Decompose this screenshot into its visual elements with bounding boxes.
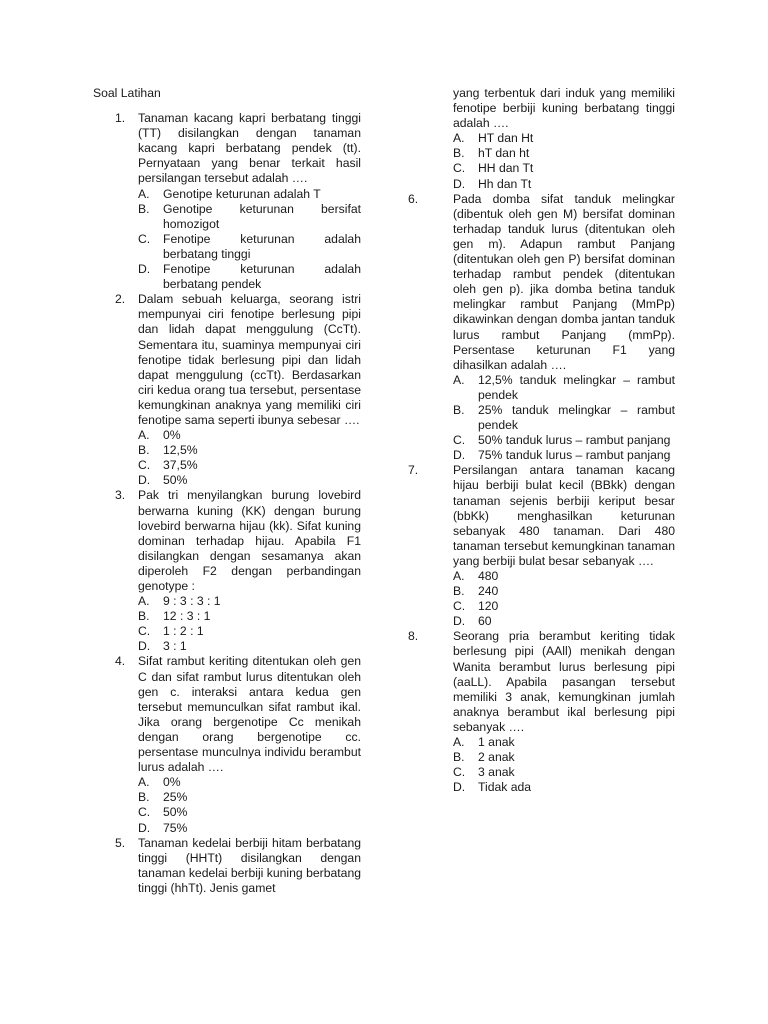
option-label: C. [138,805,151,820]
option-label: D. [453,448,466,463]
option-text: 60 [478,614,492,629]
option-label: D. [453,614,466,629]
option-text: 50% [163,805,188,820]
option-list [453,569,675,629]
option-text: 37,5% [163,458,198,473]
question-text: Pak tri menyilangkan burung lovebird berwarna kuning (KK) dengan burung lovebird berwarna hijau (kk). Sifat kuning dominan terhadap hijau. Apabila F1 disilangkan dengan sesamanya akan diperoleh F2 dengan perbandingan genotype : [138,488,361,593]
option-text: HT dan Ht [478,131,534,146]
question-text: Tanaman kacang kapri berbatang tinggi (TT) disilangkan dengan tanaman kacang kapri berbatang pendek (tt). Pernyataan yang benar terkait hasil persilangan tersebut adalah …. [138,111,361,186]
option-label: A. [453,735,465,750]
option-a [138,187,361,202]
option-text: Hh dan Tt [478,176,532,191]
option-label: B. [453,402,465,417]
option-d [138,639,361,654]
option-c [138,805,361,820]
question-3 [93,488,361,654]
option-b [138,790,361,805]
option-text: 12,5% tanduk melingkar – rambut pendek [478,372,675,402]
option-c [453,599,675,614]
option-d [453,448,675,463]
question-number: 5. [115,835,126,850]
option-list [138,428,361,488]
option-label: B. [453,750,465,765]
option-label: A. [138,428,150,443]
left-column [93,86,361,896]
option-d [138,262,361,292]
option-label: B. [138,790,150,805]
option-a [138,775,361,790]
question-text: Persilangan antara tanaman kacang hijau berbiji bulat kecil (BBkk) dengan tanaman sejenis berbiji keriput besar (bbKk) menghasilkan keturunan sebanyak 480 tanaman. Dari 480 tanaman tersebut kemungkinan tanaman yang berbiji bulat besar sebanyak …. [453,463,675,568]
option-c [453,433,675,448]
option-text: 480 [478,569,499,583]
question-number: 7. [408,463,419,478]
option-label: C. [453,161,466,176]
option-label: A. [138,775,150,790]
option-d [453,614,675,629]
option-list [453,373,675,464]
option-text: Fenotipe keturunan adalah berbatang tinggi [163,231,361,261]
option-label: A. [453,569,465,583]
question-5-option-list [428,131,675,191]
option-text: 75% tanduk lurus – rambut panjang [478,448,671,463]
option-text: Tidak ada [478,780,532,795]
question-number: 8. [408,629,419,644]
option-text: 75% [163,820,188,835]
option-text: Genotipe keturunan bersifat homozigot [163,201,361,231]
question-4 [93,654,361,835]
question-number: 3. [115,488,126,503]
option-label: A. [138,186,150,201]
question-1 [93,111,361,292]
question-number: 4. [115,654,126,669]
question-6 [408,192,675,464]
option-d [138,821,361,836]
option-c [453,161,675,176]
question-text: Tanaman kedelai berbiji hitam berbatang tinggi (HHTt) disilangkan dengan tanaman kedelai berbiji kuning berbatang tinggi (hhTt). Jenis gamet [138,835,361,895]
option-text: Genotipe keturunan adalah T [163,186,321,201]
option-text: Fenotipe keturunan adalah berbatang pendek [163,262,361,292]
option-text: 25% tanduk melingkar – rambut pendek [478,402,675,433]
option-text: 2 anak [478,750,515,765]
option-label: C. [138,458,151,473]
option-d [453,780,675,795]
option-label: D. [453,176,466,191]
option-label: A. [453,131,465,146]
option-text: 3 anak [478,765,515,780]
option-text: 0% [163,428,181,443]
question-text: Seorang pria berambut keriting tidak berlesung pipi (AAll) menikah dengan Wanita berambut lurus berlesung pipi (aaLL). Apabila pasangan tersebut memiliki 3 anak, kemungkinan jumlah anaknya berambut ikal berlesung pipi sebanyak …. [453,629,675,734]
question-number: 1. [115,111,126,126]
option-a [453,373,675,403]
option-text: 25% [163,790,188,805]
question-5-continuation: yang terbentuk dari induk yang memiliki fenotipe berbiji kuning berbatang tinggi adalah …. [453,86,675,131]
option-label: D. [453,780,466,795]
question-text: Pada domba sifat tanduk melingkar (dibentuk oleh gen M) bersifat dominan terhadap tanduk lurus (ditentukan oleh gen m). Adapun rambut Panjang (ditentukan oleh gen P) bersifat dominan terhadap rambut pendek (ditentukan oleh gen p). jika domba betina tanduk melingkar rambut Panjang (MmPp) dikawinkan dengan domba jantan tanduk lurus rambut Panjang (mmPp). Persentase keturunan F1 yang dihasilkan adalah …. [453,191,675,372]
right-column [408,86,675,795]
question-number: 6. [408,191,419,206]
option-label: D. [138,639,151,654]
option-text: 50% tanduk lurus – rambut panjang [478,433,671,448]
option-text: 1 anak [478,735,515,750]
option-list [138,775,361,835]
option-text: 50% [163,473,188,488]
question-text: Dalam sebuah keluarga, seorang istri mempunyai ciri fenotipe berlesung pipi dan lidah dapat menggulung (CcTt). Sementara itu, suaminya mempunyai ciri fenotipe tidak berlesung pipi dan lidah dapat menggulung (ccTt). Berdasarkan ciri kedua orang tua tersebut, persentase kemungkinan anaknya yang memiliki ciri fenotipe sama seperti ibunya sebesar …. [138,292,361,427]
option-label: B. [138,609,150,624]
question-number: 2. [115,292,126,307]
option-b [453,146,675,161]
option-d [138,473,361,488]
option-b [138,443,361,458]
option-label: C. [453,765,466,780]
option-text: 1 : 2 : 1 [163,624,204,639]
option-label: C. [453,433,466,448]
question-2 [93,292,361,488]
option-label: C. [453,599,466,614]
option-a [453,735,675,750]
option-a [453,569,675,584]
option-text: 0% [163,775,181,790]
page-title: Soal Latihan [93,86,161,100]
option-label: B. [453,146,465,161]
option-list [138,594,361,654]
option-c [138,232,361,262]
question-text: Sifat rambut keriting ditentukan oleh gen C dan sifat rambut lurus ditentukan oleh gen c. interaksi antara kedua gen tersebut memunculkan sifat rambut ikal. Jika orang bergenotipe Cc menikah dengan orang bergenotipe cc. persentase munculnya individu berambut lurus adalah …. [138,654,361,775]
option-label: D. [138,473,151,488]
option-a [138,428,361,443]
option-text: 9 : 3 : 3 : 1 [163,594,221,609]
option-c [138,458,361,473]
question-7 [408,463,675,629]
option-label: D. [138,262,151,277]
option-text: hT dan ht [478,146,530,161]
option-d [453,177,675,192]
option-label: B. [453,584,465,599]
option-a [138,594,361,609]
option-text: 240 [478,584,499,599]
option-b [453,403,675,433]
option-c [138,624,361,639]
option-text: 12,5% [163,443,198,458]
option-b [138,202,361,232]
option-text: 120 [478,599,499,614]
option-text: HH dan Tt [478,161,534,176]
option-label: A. [453,372,465,387]
option-b [138,609,361,624]
option-b [453,750,675,765]
question-8 [408,629,675,795]
option-text: 3 : 1 [163,639,187,654]
option-text: 12 : 3 : 1 [163,609,211,624]
option-label: B. [138,201,150,216]
option-label: C. [138,624,151,639]
option-list [453,735,675,795]
option-label: D. [138,820,151,835]
question-5 [93,836,361,896]
option-a [453,131,675,146]
option-label: C. [138,231,151,246]
option-c [453,765,675,780]
option-label: A. [138,594,150,609]
option-list [138,187,361,293]
option-b [453,584,675,599]
option-label: B. [138,443,150,458]
